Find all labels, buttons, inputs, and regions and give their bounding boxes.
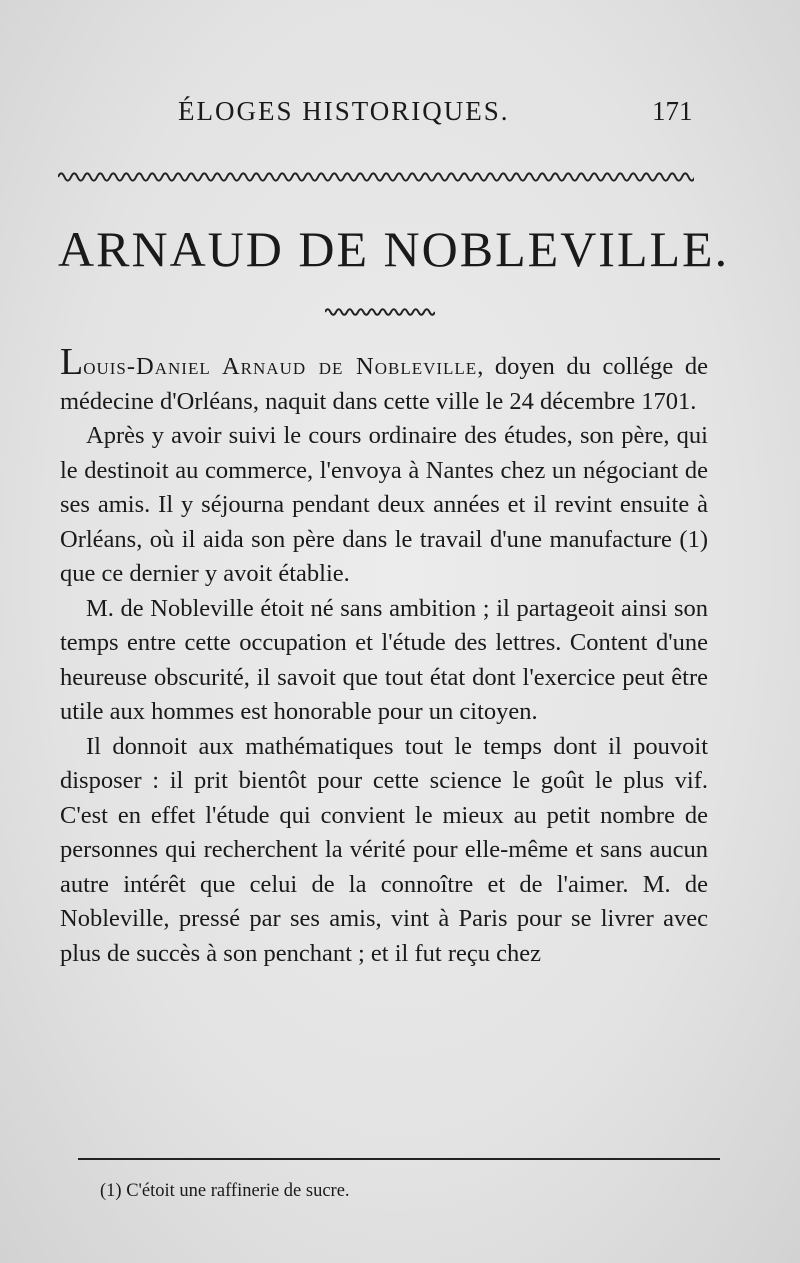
paragraph-1: Après y avoir suivi le cours ordinaire des études, son père, qui le destinoit au commerce, l'envoya à Nantes chez un négociant de ses amis. Il y séjourna pendant deux années et il revint ensuite à Orléans, où il aida son père dans le travail d'une manufacture (1) que ce dernier y avoit établie. (60, 422, 708, 587)
footnote: (1) C'étoit une raffinerie de sucre. (100, 1181, 350, 1201)
paragraph-2: M. de Nobleville étoit né sans ambition ; il partageoit ainsi son temps entre cette occupation et l'étude des lettres. Content d'une heureuse obscurité, il savoit que tout état dont l'exercice peut être utile aux hommes est honorable pour un citoyen. (60, 594, 708, 725)
small-wavy-ornament (325, 305, 435, 319)
wavy-rule-ornament (58, 168, 694, 186)
footnote-rule (78, 1158, 720, 1160)
running-head (0, 96, 800, 136)
running-head-title: ÉLOGES HISTORIQUES. (178, 96, 510, 126)
page-number: 171 (652, 96, 693, 126)
intro-text: , doyen du collége de médecine d'Orléans, naquit dans cette ville le 24 décembre 1701. (60, 353, 708, 415)
article-body (60, 341, 708, 971)
subject-name: ouis-Daniel Arnaud de Nobleville (83, 353, 478, 380)
paragraph-3: Il donnoit aux mathématiques tout le temps dont il pouvoit disposer : il prit bientôt pour cette science le goût le plus vif. C'est en effet l'étude qui convient le mieux au petit nombre de personnes qui recherchent la vérité pour elle-même et sans aucun autre intérêt que celui de la connoître et de l'aimer. M. de Nobleville, pressé par ses amis, vint à Paris pour se livrer avec plus de succès à son penchant ; et il fut reçu chez (60, 732, 708, 967)
intro-paragraph (60, 341, 708, 419)
article-title: ARNAUD DE NOBLEVILLE. (58, 221, 730, 277)
drop-cap: L (60, 341, 84, 383)
